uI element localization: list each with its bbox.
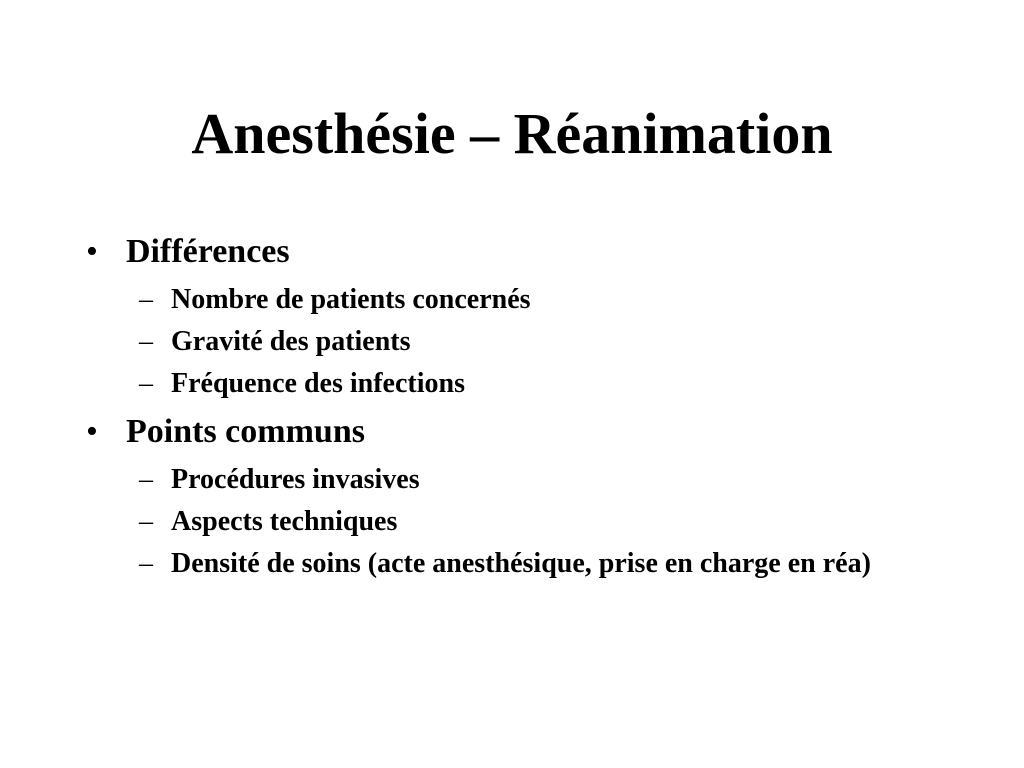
bullet-points-communs xyxy=(0,408,1024,456)
sub-bullet-item xyxy=(0,506,931,538)
sub-bullet-item xyxy=(0,548,931,580)
dash-icon: – xyxy=(139,464,153,495)
dash-icon: – xyxy=(139,326,153,357)
dash-icon: – xyxy=(139,368,153,399)
sub-bullet-item xyxy=(0,284,931,316)
bullet-heading: Différences xyxy=(126,233,290,270)
slide-title: Anesthésie – Réanimation xyxy=(191,101,833,166)
sub-bullet-text: Aspects techniques xyxy=(171,506,398,537)
sub-bullet-text: Procédures invasives xyxy=(171,464,420,495)
sub-bullet-text: Nombre de patients concernés xyxy=(171,284,531,315)
bullet-heading: Points communs xyxy=(126,413,365,450)
bullet-icon: • xyxy=(86,413,98,450)
sub-bullet-item xyxy=(0,326,931,358)
spacer xyxy=(0,400,1024,408)
sub-bullet-text: Densité de soins (acte anesthésique, prise en charge en réa) xyxy=(171,548,871,579)
dash-icon: – xyxy=(139,548,153,579)
bullet-icon: • xyxy=(86,233,98,270)
sub-bullet-item xyxy=(0,368,931,400)
dash-icon: – xyxy=(139,506,153,537)
slide-body xyxy=(0,228,1024,580)
dash-icon: – xyxy=(139,284,153,315)
sub-bullet-text: Gravité des patients xyxy=(171,326,411,357)
bullet-differences xyxy=(0,228,1024,276)
sub-bullet-item xyxy=(0,464,931,496)
sub-bullet-text: Fréquence des infections xyxy=(171,368,465,399)
